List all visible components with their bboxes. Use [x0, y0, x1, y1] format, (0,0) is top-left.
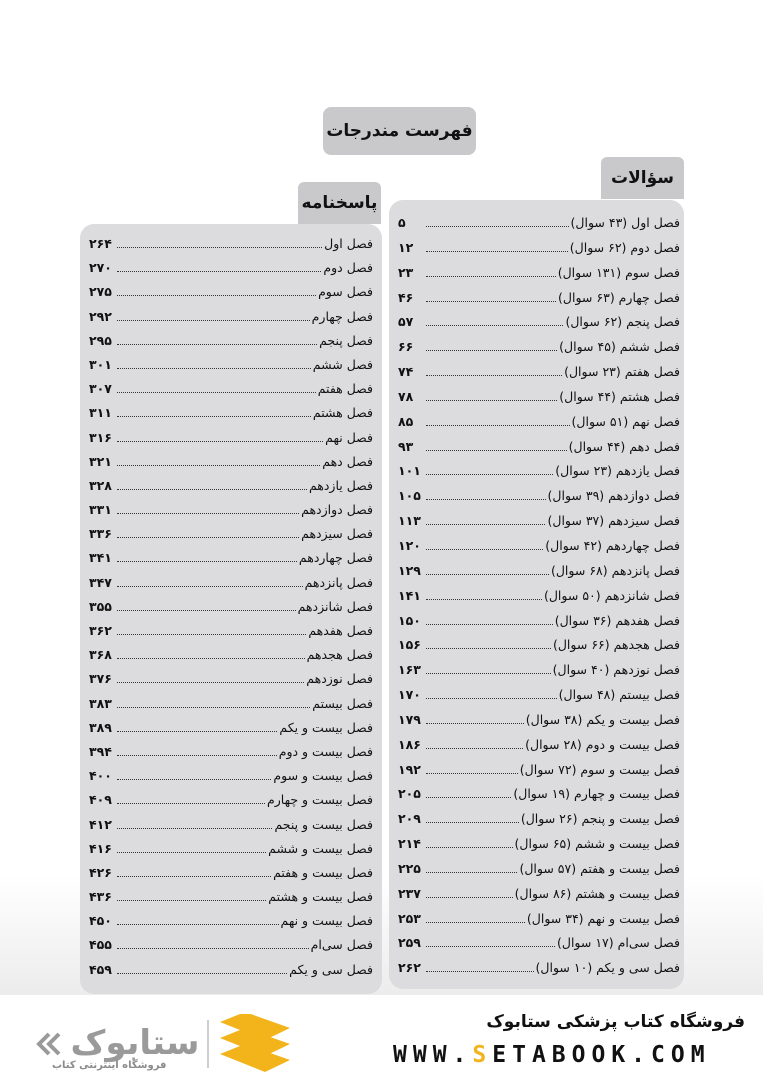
dot-leader: [426, 862, 517, 873]
dot-leader: [426, 961, 534, 972]
answers-entry: [89, 575, 373, 599]
answers-entry: [89, 333, 373, 357]
dot-leader: [426, 489, 546, 500]
entry-page-number: ۱۵۶: [398, 637, 421, 653]
questions-entry: [398, 712, 680, 737]
questions-entry: [398, 737, 680, 762]
entry-label: فصل ششم: [312, 356, 373, 372]
entry-label: فصل بیست و هشتم: [268, 889, 373, 905]
questions-heading: سؤالات: [601, 157, 684, 199]
dot-leader: [117, 793, 265, 804]
store-name: فروشگاه کتاب پزشکی ستابوک: [486, 1012, 745, 1032]
dot-leader: [117, 334, 317, 345]
answers-entry: [89, 478, 373, 502]
entry-page-number: ۲۵۳: [398, 910, 421, 926]
entry-page-number: ۳۷۶: [89, 671, 112, 687]
questions-entry: [398, 613, 680, 638]
dot-leader: [426, 589, 542, 600]
answers-entry: [89, 841, 373, 865]
entry-label: فصل بیست و ششم: [268, 840, 373, 856]
dot-leader: [117, 745, 277, 756]
entry-page-number: ۶۶: [398, 339, 414, 355]
questions-entry: [398, 463, 680, 488]
entry-page-number: ۳۰۱: [89, 356, 112, 372]
entry-label: فصل بیست و چهارم: [267, 792, 373, 808]
dot-leader: [426, 713, 524, 724]
entry-page-number: ۱۰۵: [398, 488, 421, 504]
dot-leader: [426, 663, 551, 674]
book-stack-icon: [220, 1014, 290, 1072]
dot-leader: [426, 837, 513, 848]
entry-label: فصل بیست و هفتم (۵۷ سوال): [519, 860, 680, 876]
dot-leader: [426, 315, 563, 326]
dot-leader: [117, 551, 297, 562]
entry-label: فصل دوم: [323, 260, 373, 276]
answers-entry: [89, 792, 373, 816]
entry-page-number: ۳۴۱: [89, 550, 112, 566]
entry-label: فصل بیست و هشتم (۸۶ سوال): [514, 885, 680, 901]
entry-label: فصل یازدهم (۲۳ سوال): [555, 463, 680, 479]
entry-label: فصل شانزدهم (۵۰ سوال): [543, 587, 680, 603]
questions-entry: [398, 439, 680, 464]
answers-entry: [89, 696, 373, 720]
logo-tagline: فروشگاه اینترنتی کتاب: [52, 1060, 167, 1071]
entry-label: فصل یازدهم: [308, 477, 373, 493]
entry-page-number: ۳۳۱: [89, 502, 112, 518]
dot-leader: [426, 688, 557, 699]
dot-leader: [117, 285, 316, 296]
store-url[interactable]: [393, 1042, 711, 1068]
answers-entry: [89, 913, 373, 937]
entry-page-number: ۱۲: [398, 239, 414, 255]
entry-label: فصل دهم (۴۴ سوال): [568, 438, 680, 454]
questions-entry: [398, 215, 680, 240]
entry-label: فصل سی‌ام: [310, 937, 373, 953]
entry-page-number: ۳۳۶: [89, 526, 112, 542]
answers-entry: [89, 381, 373, 405]
logo-wordmark: ستابوک: [70, 1023, 200, 1063]
dot-leader: [426, 936, 555, 947]
dot-leader: [117, 697, 310, 708]
dot-leader: [117, 358, 311, 369]
entry-page-number: ۲۱۴: [398, 836, 421, 852]
entry-page-number: ۲۳۷: [398, 885, 421, 901]
entry-page-number: ۵۷: [398, 314, 414, 330]
entry-page-number: ۲۶۴: [89, 236, 112, 251]
questions-entry: [398, 811, 680, 836]
dot-leader: [426, 738, 523, 749]
dot-leader: [426, 241, 568, 252]
dot-leader: [117, 455, 320, 466]
dot-leader: [117, 237, 322, 248]
dot-leader: [117, 914, 279, 925]
entry-page-number: ۴۱۲: [89, 816, 112, 832]
entry-label: فصل چهاردهم (۴۲ سوال): [545, 537, 680, 553]
entry-page-number: ۱۰۱: [398, 463, 421, 479]
questions-entry: [398, 861, 680, 886]
entry-page-number: ۱۲۹: [398, 562, 421, 578]
entry-label: فصل پنجم: [319, 332, 373, 348]
questions-entry: [398, 886, 680, 911]
questions-entry: [398, 240, 680, 265]
entry-page-number: ۳۰۷: [89, 381, 112, 397]
entry-label: فصل بیست و دوم (۲۸ سوال): [525, 736, 680, 752]
entry-label: فصل سی‌ام (۱۷ سوال): [557, 935, 680, 951]
entry-label: فصل اول (۴۳ سوال): [570, 215, 680, 230]
questions-list: [398, 215, 680, 985]
entry-page-number: ۲۹۵: [89, 332, 112, 348]
dot-leader: [117, 769, 271, 780]
entry-label: فصل هشتم: [312, 405, 373, 421]
answers-entry: [89, 260, 373, 284]
answers-entry: [89, 405, 373, 429]
store-url-prefix: WWW.: [393, 1042, 473, 1068]
entry-label: فصل هفتم: [317, 381, 373, 397]
dot-leader: [426, 464, 553, 475]
answers-entry: [89, 236, 373, 260]
dot-leader: [426, 912, 525, 923]
entry-label: فصل بیست و چهارم (۱۹ سوال): [513, 786, 680, 802]
entry-page-number: ۳۶۲: [89, 623, 112, 638]
entry-label: فصل نهم: [325, 429, 373, 445]
entry-page-number: ۳۲۱: [89, 453, 112, 469]
answers-entry: [89, 309, 373, 333]
entry-page-number: ۲۶۲: [398, 960, 421, 976]
dot-leader: [426, 340, 557, 351]
entry-label: فصل بیستم: [312, 695, 373, 711]
entry-page-number: ۲۹۲: [89, 308, 112, 324]
dot-leader: [426, 787, 511, 798]
entry-page-number: ۴۵۰: [89, 913, 112, 929]
dot-leader: [426, 291, 556, 302]
entry-label: فصل بیست و سوم (۷۲ سوال): [519, 761, 680, 777]
dot-leader: [426, 415, 570, 426]
answers-entry: [89, 623, 373, 647]
dot-leader: [426, 539, 543, 550]
dot-leader: [117, 576, 303, 587]
dot-leader: [117, 866, 271, 877]
questions-entry: [398, 637, 680, 662]
dot-leader: [426, 564, 549, 575]
answers-entry: [89, 550, 373, 574]
entry-page-number: ۴۱۶: [89, 840, 112, 856]
questions-entry: [398, 563, 680, 588]
dot-leader: [117, 963, 287, 974]
entry-page-number: ۱۶۳: [398, 662, 421, 678]
entry-page-number: ۳۸۹: [89, 719, 112, 735]
entry-label: فصل هفدهم (۳۶ سوال): [554, 612, 680, 628]
entry-label: فصل دهم: [322, 453, 373, 469]
dot-leader: [426, 887, 513, 898]
questions-entry: [398, 364, 680, 389]
dot-leader: [117, 600, 296, 611]
entry-page-number: ۴۶: [398, 289, 414, 305]
answers-entry: [89, 744, 373, 768]
questions-entry: [398, 687, 680, 712]
store-url-accent: S: [472, 1042, 493, 1068]
entry-label: فصل بیست و یکم (۳۸ سوال): [525, 711, 680, 727]
entry-page-number: ۹۳: [398, 438, 414, 454]
dot-leader: [117, 431, 323, 442]
entry-label: فصل سی و یکم: [289, 961, 373, 977]
answers-entry: [89, 430, 373, 454]
entry-page-number: ۴۳۶: [89, 889, 112, 905]
entry-label: فصل هشتم (۴۴ سوال): [559, 388, 680, 404]
answers-entry: [89, 889, 373, 913]
questions-entry: [398, 935, 680, 960]
questions-entry: [398, 538, 680, 563]
entry-label: فصل ششم (۴۵ سوال): [559, 339, 680, 355]
entry-page-number: ۲۷۵: [89, 284, 112, 300]
entry-page-number: ۷۴: [398, 364, 414, 380]
answers-entry: [89, 284, 373, 308]
questions-entry: [398, 314, 680, 339]
entry-label: فصل سیزدهم (۳۷ سوال): [547, 513, 680, 529]
entry-page-number: ۱۴۱: [398, 587, 421, 603]
entry-label: فصل بیست و نهم: [280, 913, 373, 929]
questions-entry: [398, 265, 680, 290]
page-title: فهرست مندرجات: [323, 107, 476, 155]
entry-label: فصل بیست و دوم: [278, 743, 373, 759]
entry-page-number: ۱۵۰: [398, 612, 421, 628]
entry-page-number: ۳۱۱: [89, 405, 112, 421]
entry-page-number: ۸۵: [398, 413, 414, 429]
dot-leader: [117, 818, 272, 829]
dot-leader: [117, 527, 299, 538]
dot-leader: [117, 479, 307, 490]
answers-entry: [89, 599, 373, 623]
dot-leader: [117, 503, 299, 514]
entry-label: فصل پانزدهم (۶۸ سوال): [550, 562, 680, 578]
questions-entry: [398, 588, 680, 613]
dot-leader: [117, 624, 306, 635]
entry-label: فصل دوازدهم (۳۹ سوال): [547, 488, 680, 504]
dot-leader: [117, 648, 305, 659]
dot-leader: [117, 310, 310, 321]
entry-label: فصل چهارم: [311, 308, 373, 324]
entry-label: فصل پنجم (۶۲ سوال): [565, 314, 680, 330]
dot-leader: [117, 842, 266, 853]
dot-leader: [426, 216, 569, 227]
entry-label: فصل نوزدهم (۴۰ سوال): [552, 662, 680, 678]
dot-leader: [426, 440, 567, 451]
entry-page-number: ۱۷۹: [398, 711, 421, 727]
dot-leader: [117, 406, 311, 417]
dot-leader: [426, 390, 557, 401]
entry-label: فصل نوزدهم: [306, 671, 373, 687]
dot-leader: [426, 763, 518, 774]
entry-page-number: ۱۲۰: [398, 537, 421, 553]
entry-label: فصل بیست و پنجم (۲۶ سوال): [520, 811, 680, 827]
questions-entry: [398, 662, 680, 687]
questions-entry: [398, 960, 680, 985]
questions-entry: [398, 513, 680, 538]
answers-entry: [89, 937, 373, 961]
entry-page-number: ۴۵۵: [89, 937, 112, 953]
dot-leader: [117, 890, 266, 901]
entry-label: فصل اول: [324, 236, 373, 251]
dot-leader: [426, 266, 556, 277]
entry-page-number: ۳۴۷: [89, 574, 112, 590]
entry-label: فصل سوم (۱۳۱ سوال): [557, 264, 680, 280]
dot-leader: [117, 261, 321, 272]
dot-leader: [426, 638, 551, 649]
answers-entry: [89, 865, 373, 889]
entry-page-number: ۳۵۵: [89, 598, 112, 614]
entry-label: فصل سیزدهم: [301, 526, 373, 542]
entry-label: فصل هفدهم: [308, 623, 373, 638]
answers-entry: [89, 647, 373, 671]
dot-leader: [117, 672, 304, 683]
entry-page-number: ۲۲۵: [398, 860, 421, 876]
dot-leader: [117, 938, 309, 949]
entry-label: فصل پانزدهم: [304, 574, 373, 590]
answers-entry: [89, 817, 373, 841]
entry-page-number: ۱۱۳: [398, 513, 421, 529]
entry-label: فصل دوازدهم: [301, 502, 373, 518]
answers-entry: [89, 357, 373, 381]
dot-leader: [426, 812, 519, 823]
answers-entry: [89, 962, 373, 986]
entry-page-number: ۴۰۰: [89, 768, 112, 784]
questions-entry: [398, 339, 680, 364]
entry-page-number: ۴۵۹: [89, 961, 112, 977]
entry-label: فصل شانزدهم: [297, 598, 373, 614]
entry-label: فصل سی و یکم (۱۰ سوال): [535, 960, 680, 976]
answers-entry: [89, 526, 373, 550]
entry-page-number: ۲۳: [398, 264, 414, 280]
entry-page-number: ۵: [398, 215, 406, 230]
entry-label: فصل نهم (۵۱ سوال): [571, 413, 680, 429]
questions-entry: [398, 762, 680, 787]
entry-page-number: ۲۰۵: [398, 786, 421, 802]
questions-entry: [398, 488, 680, 513]
questions-entry: [398, 290, 680, 315]
entry-label: فصل دوم (۶۲ سوال): [569, 239, 680, 255]
entry-label: فصل بیست و پنجم: [274, 816, 373, 832]
entry-page-number: ۲۵۹: [398, 935, 421, 951]
answers-list: [89, 236, 373, 986]
questions-entry: [398, 414, 680, 439]
store-url-suffix: ETABOOK.COM: [492, 1042, 711, 1068]
answers-entry: [89, 502, 373, 526]
entry-label: فصل سوم: [318, 284, 373, 300]
entry-label: فصل بیست و سوم: [273, 768, 373, 784]
entry-page-number: ۱۸۶: [398, 736, 421, 752]
entry-page-number: ۱۹۲: [398, 761, 421, 777]
entry-label: فصل هجدهم (۶۶ سوال): [552, 637, 680, 653]
questions-entry: [398, 836, 680, 861]
entry-label: فصل بیست و هفتم: [273, 864, 373, 880]
dot-leader: [426, 514, 545, 525]
entry-page-number: ۱۷۰: [398, 687, 421, 703]
entry-page-number: ۳۶۸: [89, 647, 112, 663]
entry-page-number: ۳۲۸: [89, 477, 112, 493]
dot-leader: [426, 365, 562, 376]
answers-heading: پاسخنامه: [298, 182, 381, 224]
entry-page-number: ۳۱۶: [89, 429, 112, 445]
entry-page-number: ۳۸۳: [89, 695, 112, 711]
entry-page-number: ۷۸: [398, 388, 414, 404]
answers-entry: [89, 768, 373, 792]
answers-entry: [89, 671, 373, 695]
entry-page-number: ۴۲۶: [89, 864, 112, 880]
answers-entry: [89, 720, 373, 744]
entry-page-number: ۳۹۴: [89, 743, 112, 759]
questions-entry: [398, 389, 680, 414]
answers-entry: [89, 454, 373, 478]
dot-leader: [117, 721, 277, 732]
entry-label: فصل هجدهم: [306, 647, 373, 663]
entry-label: فصل بیست و نهم (۳۴ سوال): [526, 910, 680, 926]
entry-label: فصل بیست و ششم (۶۵ سوال): [514, 836, 680, 852]
entry-label: فصل چهاردهم: [298, 550, 373, 566]
questions-entry: [398, 786, 680, 811]
questions-entry: [398, 911, 680, 936]
entry-page-number: ۲۷۰: [89, 260, 112, 276]
entry-label: فصل بیست و یکم: [279, 719, 373, 735]
entry-label: فصل بیستم (۴۸ سوال): [558, 687, 680, 703]
entry-page-number: ۲۰۹: [398, 811, 421, 827]
entry-label: فصل چهارم (۶۳ سوال): [558, 289, 680, 305]
entry-label: فصل هفتم (۲۳ سوال): [564, 364, 680, 380]
entry-page-number: ۴۰۹: [89, 792, 112, 808]
dot-leader: [426, 614, 553, 625]
dot-leader: [117, 382, 316, 393]
